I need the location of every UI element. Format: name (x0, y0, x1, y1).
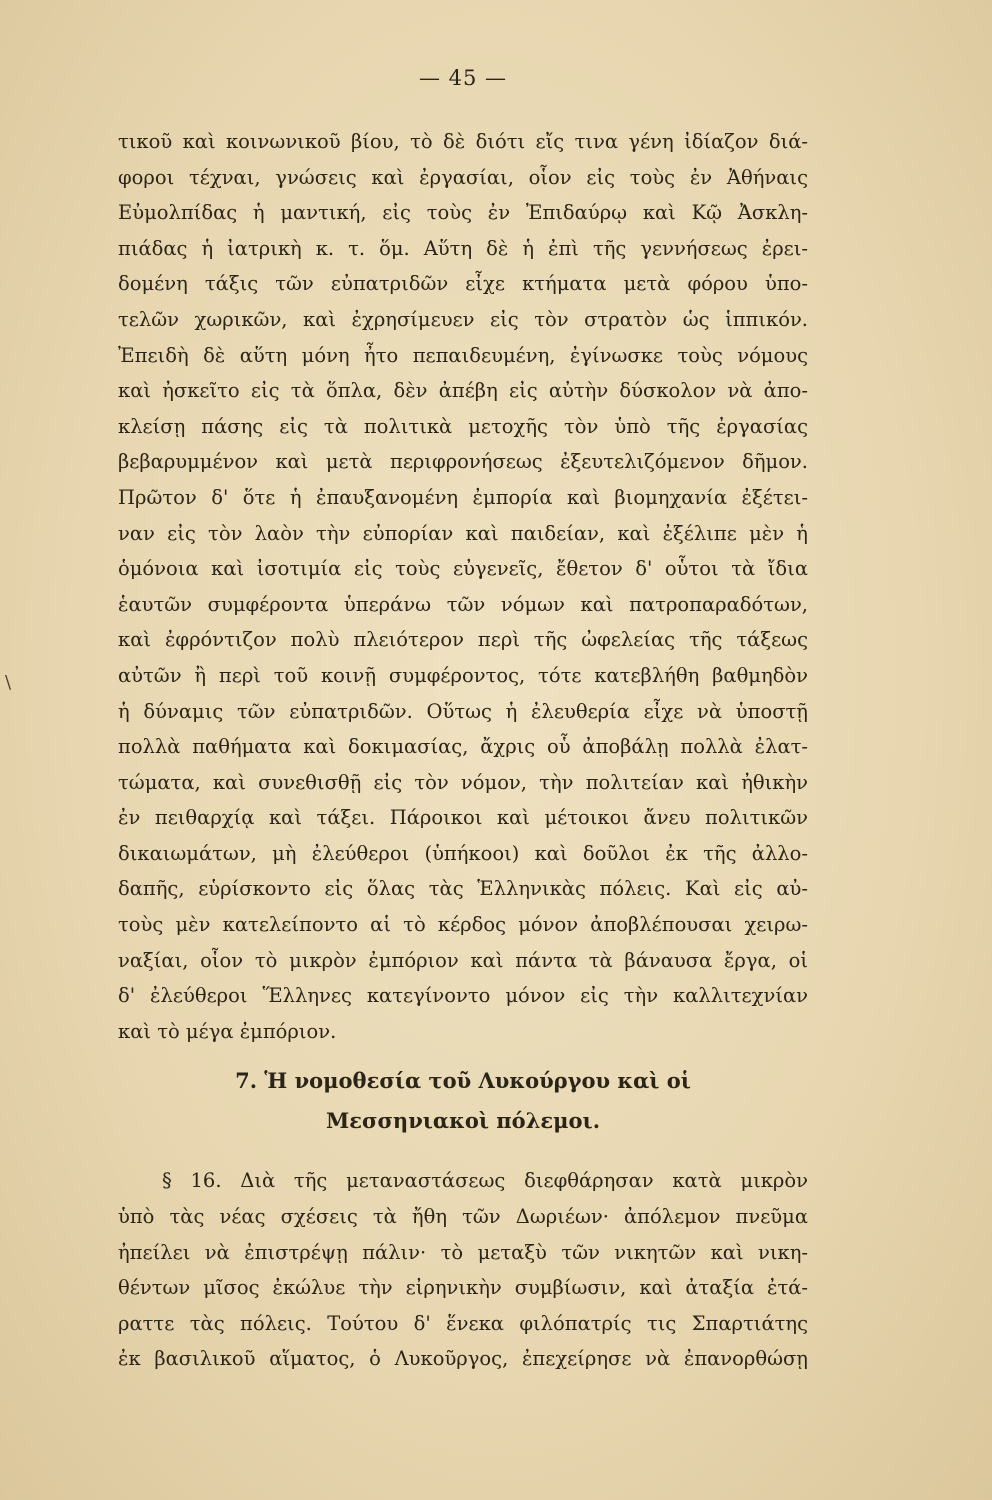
text-line: δικαιωμάτων, μὴ ἐλεύθεροι (ὑπήκοοι) καὶ δοῦλοι ἐκ τῆς ἀλλο- (118, 841, 808, 865)
section-heading-line-2: Μεσσηνιακοὶ πόλεμοι. (325, 1108, 601, 1134)
text-line: καὶ τὸ μέγα ἐμπόριον. (118, 1019, 337, 1043)
text-line: § 16. Διὰ τῆς μεταναστάσεως διεφθάρησαν κατὰ μικρὸν (162, 1169, 808, 1193)
text-line: δομένη τάξις τῶν εὐπατριδῶν εἶχε κτήματα μετὰ φόρου ὑπο- (118, 272, 808, 296)
text-line: Πρῶτον δ' ὅτε ἡ ἐπαυξανομένη ἐμπορία καὶ βιομηχανία ἐξέτει- (118, 485, 808, 509)
text-line: δαπῆς, εὑρίσκοντο εἰς ὅλας τὰς Ἑλληνικὰς πόλεις. Καὶ εἰς αὐ- (118, 877, 808, 901)
paragraph-1 (118, 124, 808, 1049)
page-number: — 45 — (418, 66, 508, 90)
text-line: αὐτῶν ἢ περὶ τοῦ κοινῇ συμφέροντος, τότε κατεβλήθη βαθμηδὸν (118, 663, 808, 687)
text-line: θέντων μῖσος ἐκώλυε τὴν εἰρηνικὴν συμβίωσιν, καὶ ἀταξία ἐτά- (118, 1276, 808, 1300)
text-line: τελῶν χωρικῶν, καὶ ἐχρησίμευεν εἰς τὸν στρατὸν ὡς ἱππικόν. (118, 307, 808, 331)
text-line: τώματα, καὶ συνεθισθῇ εἰς τὸν νόμον, τὴν πολιτείαν καὶ ἠθικὴν (118, 770, 808, 794)
text-line: πιάδας ἡ ἰατρικὴ κ. τ. ὅμ. Αὕτη δὲ ἡ ἐπὶ τῆς γεννήσεως ἐρει- (118, 236, 808, 260)
text-line: ὑπὸ τὰς νέας σχέσεις τὰ ἤθη τῶν Δωριέων· ἀπόλεμον πνεῦμα (118, 1205, 808, 1229)
text-line: ναν εἰς τὸν λαὸν τὴν εὐπορίαν καὶ παιδείαν, καὶ ἐξέλιπε μὲν ἡ (118, 521, 808, 545)
paragraph-2 (118, 1163, 808, 1377)
text-line: ἠπείλει νὰ ἐπιστρέψῃ πάλιν· τὸ μεταξὺ τῶν νικητῶν καὶ νικη- (118, 1240, 808, 1264)
text-line: Εὐμολπίδας ἡ μαντική, εἰς τοὺς ἐν Ἐπιδαύρῳ καὶ Κῷ Ἀσκλη- (118, 201, 808, 225)
text-line: Ἐπειδὴ δὲ αὕτη μόνη ἦτο πεπαιδευμένη, ἐγίνωσκε τοὺς νόμους (118, 343, 808, 367)
text-line: πολλὰ παθήματα καὶ δοκιμασίας, ἄχρις οὗ ἀποβάλῃ πολλὰ ἐλατ- (118, 735, 808, 759)
text-line: κλείσῃ πάσης εἰς τὰ πολιτικὰ μετοχῆς τὸν ὑπὸ τῆς ἐργασίας (118, 414, 808, 438)
text-line: καὶ ἐφρόντιζον πολὺ πλειότερον περὶ τῆς ὠφελείας τῆς τάξεως (118, 628, 808, 652)
text-line: βεβαρυμμένον καὶ μετὰ περιφρονήσεως ἐξευτελιζόμενον δῆμον. (118, 450, 808, 474)
margin-mark: \ (5, 672, 12, 693)
text-line: δ' ἐλεύθεροι Ἕλληνες κατεγίνοντο μόνον εἰς τὴν καλλιτεχνίαν (118, 984, 808, 1008)
text-line: ραττε τὰς πόλεις. Τούτου δ' ἕνεκα φιλόπατρίς τις Σπαρτιάτης (118, 1311, 808, 1335)
text-line: ἡ δύναμις τῶν εὐπατριδῶν. Οὕτως ἡ ἐλευθερία εἶχε νὰ ὑποστῇ (118, 699, 808, 723)
section-heading-line-1: 7. Ἡ νομοθεσία τοῦ Λυκούργου καὶ οἱ (235, 1068, 691, 1094)
text-line: φοροι τέχναι, γνώσεις καὶ ἐργασίαι, οἷον εἰς τοὺς ἐν Ἀθήναις (118, 165, 808, 189)
text-line: ἐκ βασιλικοῦ αἵματος, ὁ Λυκοῦργος, ἐπεχείρησε νὰ ἐπανορθώσῃ (118, 1347, 808, 1371)
book-page (118, 60, 808, 1377)
text-line: ὁμόνοια καὶ ἰσοτιμία εἰς τοὺς εὐγενεῖς, ἔθετον δ' οὗτοι τὰ ἴδια (118, 557, 808, 581)
text-line: τικοῦ καὶ κοινωνικοῦ βίου, τὸ δὲ διότι εἴς τινα γένη ἰδίαζον διά- (118, 130, 808, 153)
text-line: καὶ ἠσκεῖτο εἰς τὰ ὅπλα, δὲν ἀπέβη εἰς αὐτὴν δύσκολον νὰ ἀπο- (118, 379, 808, 403)
text-line: τοὺς μὲν κατελείποντο αἱ τὸ κέρδος μόνον ἀποβλέπουσαι χειρω- (118, 913, 808, 937)
text-line: ἐν πειθαρχίᾳ καὶ τάξει. Πάροικοι καὶ μέτοικοι ἄνευ πολιτικῶν (118, 806, 808, 830)
text-line: ἑαυτῶν συμφέροντα ὑπεράνω τῶν νόμων καὶ πατροπαραδότων, (118, 592, 808, 616)
text-line: ναξίαι, οἷον τὸ μικρὸν ἐμπόριον καὶ πάντα τὰ βάναυσα ἔργα, οἱ (118, 948, 808, 972)
